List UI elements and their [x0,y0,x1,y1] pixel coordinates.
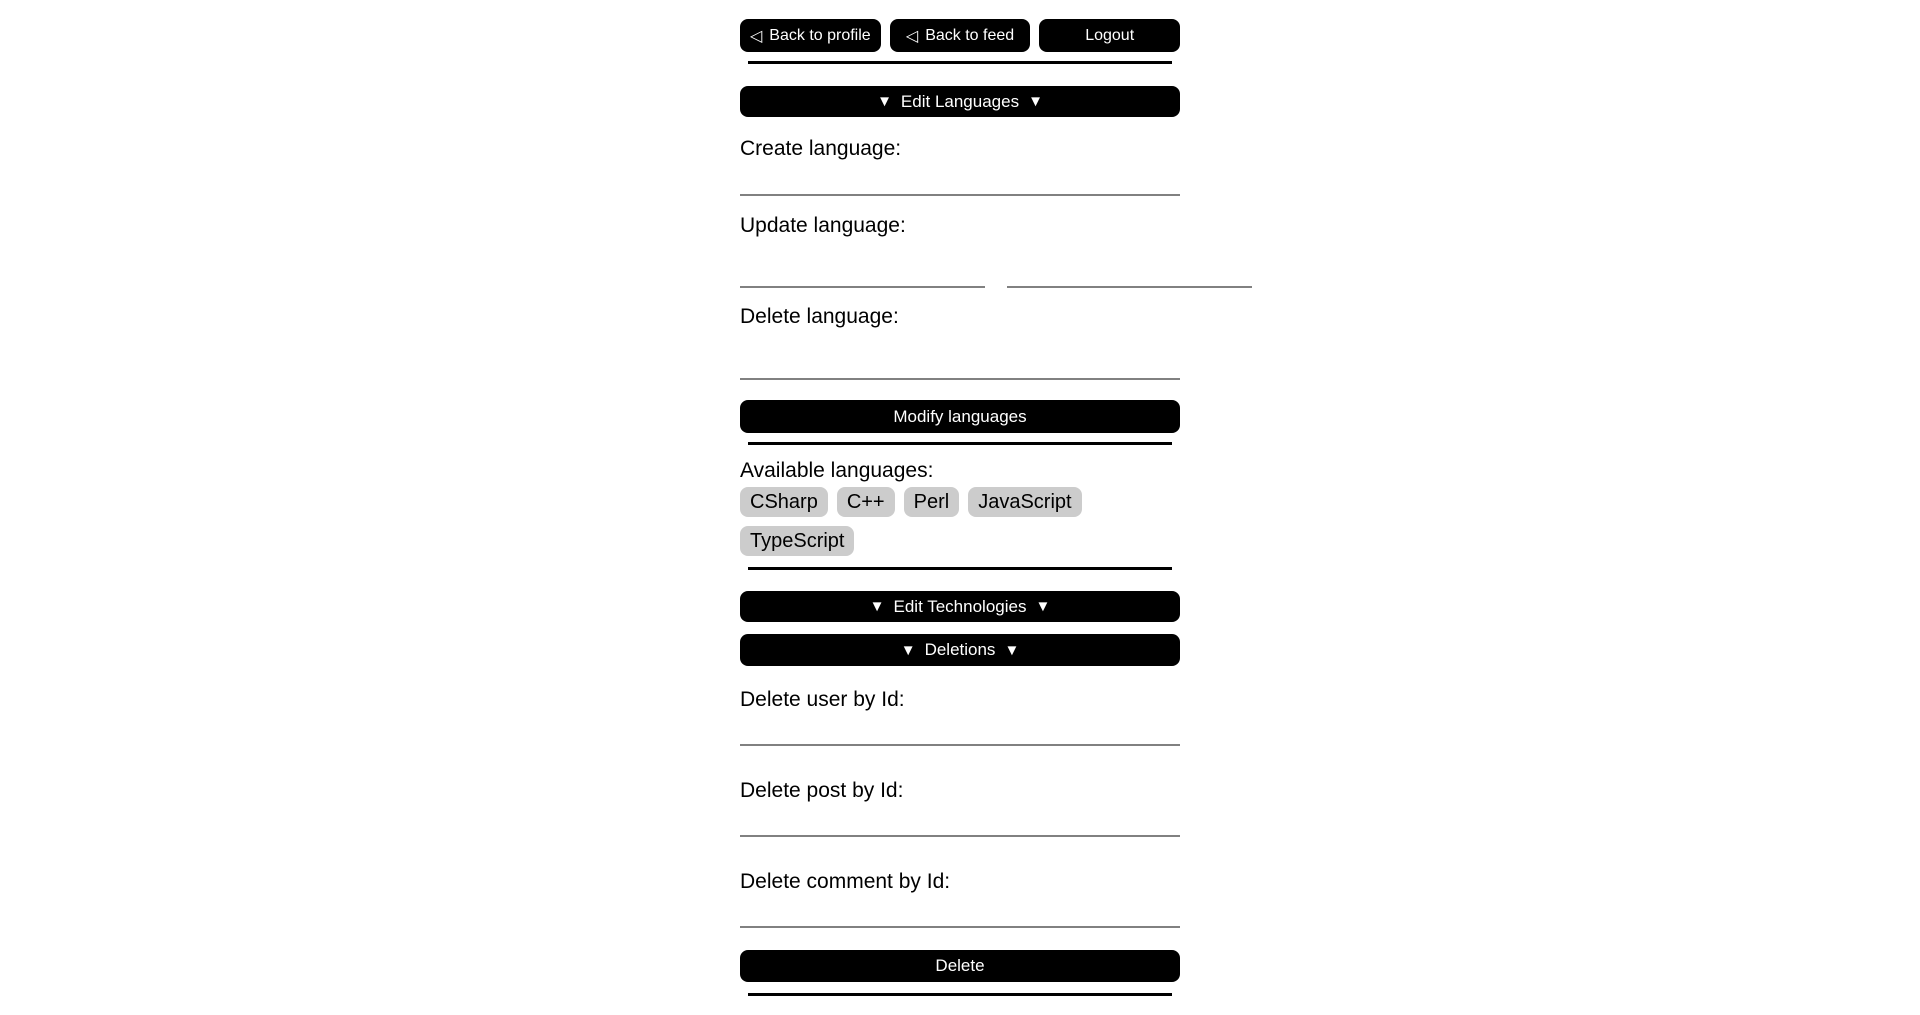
language-tag: Perl [904,487,960,517]
deletions-toggle[interactable] [740,634,1180,666]
available-languages-list [740,487,1090,556]
delete-button-label: Delete [935,956,985,975]
back-triangle-icon: ◁ [749,27,763,45]
divider [748,61,1172,64]
language-tag: CSharp [740,487,828,517]
create-language-label: Create language: [740,137,902,160]
available-languages-label: Available languages: [740,459,934,482]
logout-label: Logout [1085,26,1135,44]
edit-languages-toggle-label: Edit Languages [900,91,1020,111]
divider [748,993,1172,996]
deletions-toggle-label: Deletions [924,640,996,659]
back-to-profile-label: Back to profile [769,26,871,44]
delete-language-label: Delete language: [740,305,899,328]
back-to-feed-label: Back to feed [925,26,1015,44]
update-language-inputs [740,254,1180,288]
update-language-to-input[interactable] [1007,254,1252,288]
caret-down-icon: ▼ [1004,641,1020,659]
create-language-input[interactable] [740,162,1180,196]
delete-post-label: Delete post by Id: [740,779,904,802]
toolbar [740,19,1180,52]
delete-language-input[interactable] [740,346,1180,380]
delete-comment-input[interactable] [740,895,1180,928]
delete-button[interactable] [740,950,1180,982]
language-tag: JavaScript [968,487,1081,517]
caret-down-icon: ▼ [1035,598,1051,615]
language-tag: C++ [837,487,895,517]
back-to-profile-button[interactable] [740,19,881,52]
back-triangle-icon: ◁ [905,27,919,45]
edit-technologies-toggle-label: Edit Technologies [893,596,1027,616]
delete-user-input[interactable] [740,713,1180,746]
edit-languages-toggle[interactable] [740,86,1180,117]
logout-button[interactable] [1039,19,1180,52]
modify-languages-button[interactable] [740,400,1180,433]
back-to-feed-button[interactable] [890,19,1031,52]
language-tag: TypeScript [740,526,854,556]
delete-post-input[interactable] [740,804,1180,837]
update-language-from-input[interactable] [740,254,985,288]
delete-user-label: Delete user by Id: [740,688,905,711]
content-column [740,0,1180,1015]
modify-languages-label: Modify languages [893,406,1027,426]
divider [748,567,1172,570]
caret-down-icon: ▼ [1028,93,1043,110]
caret-down-icon: ▼ [900,641,916,659]
divider [748,442,1172,445]
delete-comment-label: Delete comment by Id: [740,870,951,893]
update-language-label: Update language: [740,214,906,237]
caret-down-icon: ▼ [869,598,885,615]
caret-down-icon: ▼ [877,93,892,110]
edit-technologies-toggle[interactable] [740,591,1180,622]
